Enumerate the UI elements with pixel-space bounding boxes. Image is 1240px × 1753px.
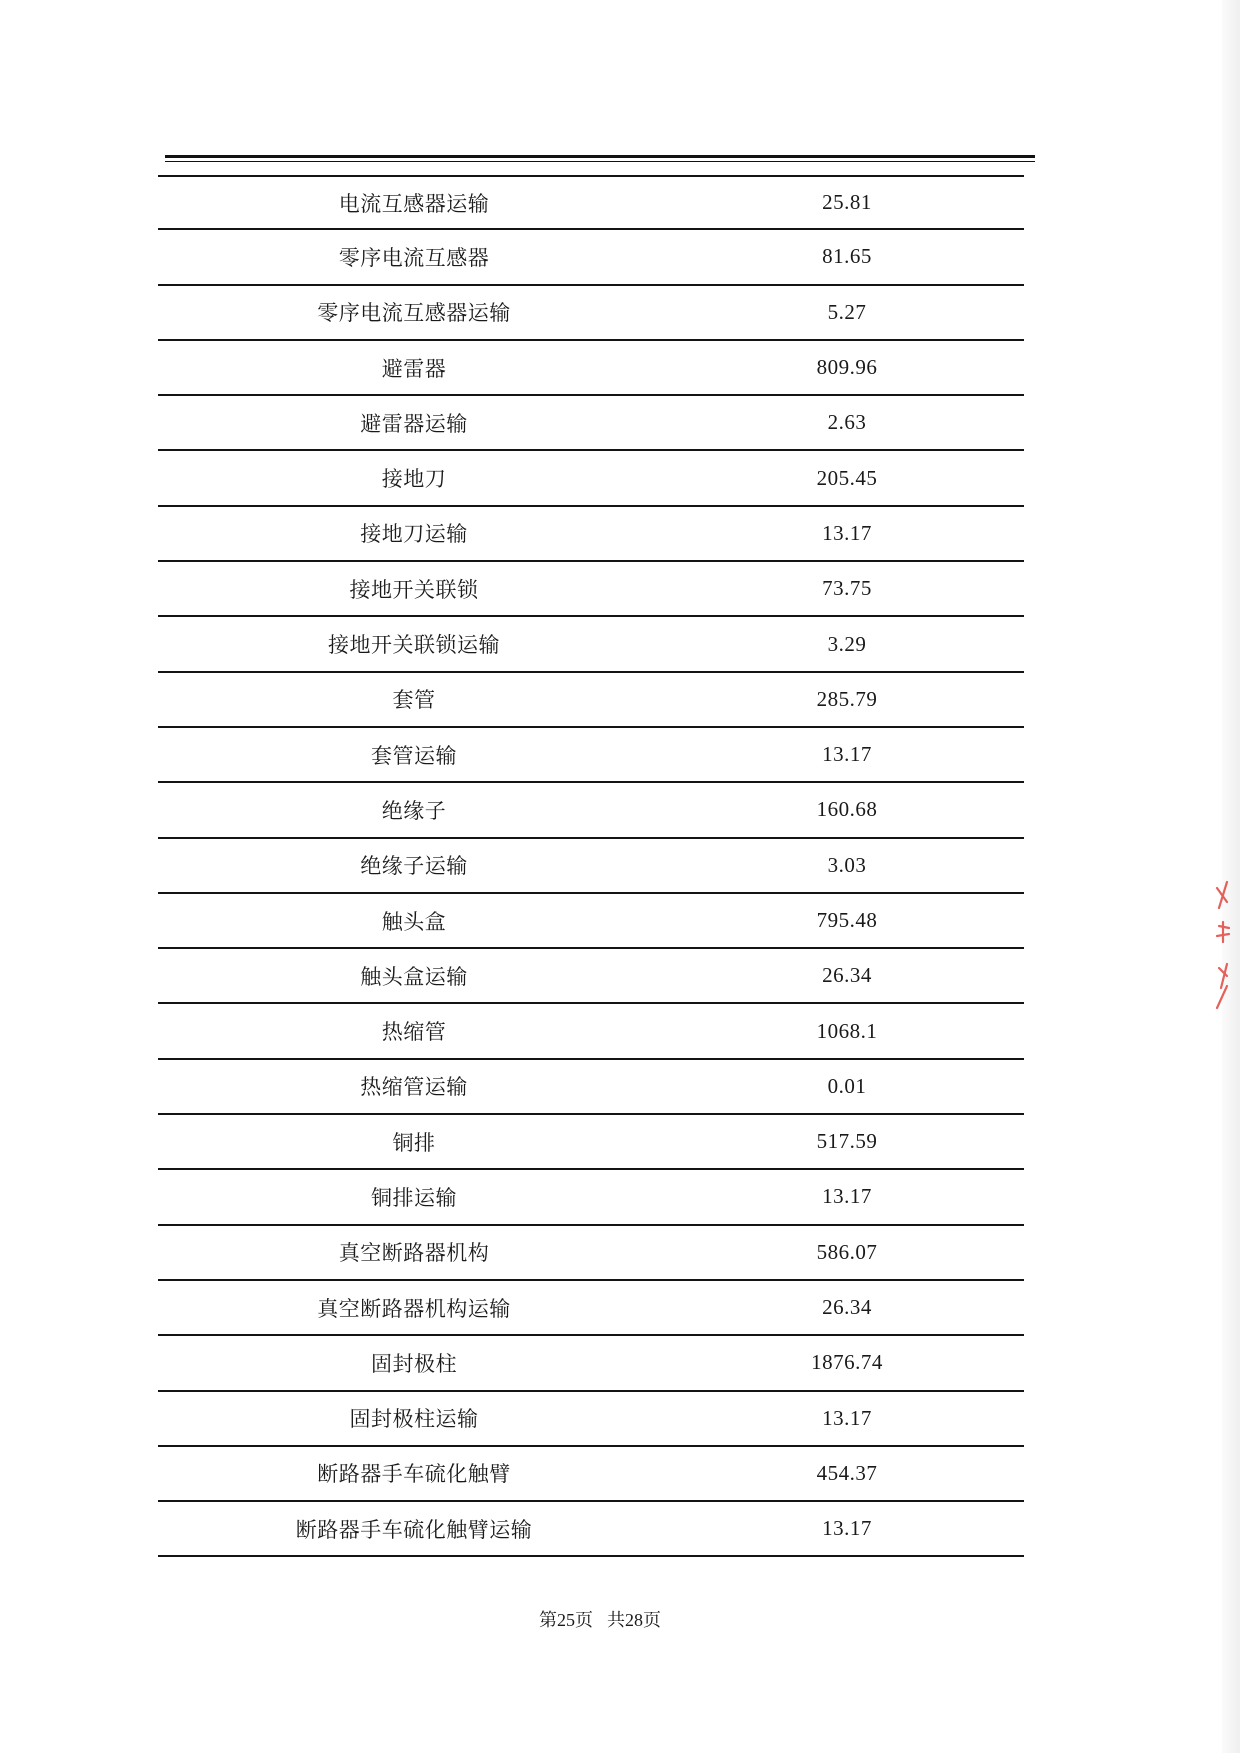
- table-row: [158, 341, 1024, 396]
- item-value-cell: 13.17: [822, 1516, 872, 1541]
- table-row: [158, 783, 1024, 838]
- item-value-cell: 1876.74: [811, 1350, 883, 1375]
- table-row: [158, 562, 1024, 617]
- page-number: 第25页: [539, 1610, 593, 1630]
- item-name-cell: 触头盒运输: [360, 964, 468, 989]
- page-footer: [0, 1606, 1200, 1632]
- item-value-cell: 517.59: [816, 1129, 878, 1154]
- item-value-cell: 13.17: [822, 520, 872, 545]
- item-value-cell: 1068.1: [816, 1018, 878, 1043]
- table-row: [158, 286, 1024, 341]
- table-row: [158, 949, 1024, 1004]
- item-value-cell: 795.48: [816, 908, 878, 932]
- cost-table: [158, 175, 1024, 1557]
- item-name-cell: 套管: [392, 688, 436, 713]
- item-name-cell: 零序电流互感器运输: [317, 301, 511, 326]
- item-name-cell: 接地开关联锁运输: [328, 633, 500, 658]
- item-name-cell: 热缩管: [381, 1020, 447, 1045]
- table-row: [158, 1392, 1024, 1447]
- item-value-cell: 5.27: [827, 299, 867, 324]
- item-value-cell: 26.34: [822, 963, 872, 988]
- item-value-cell: 285.79: [816, 686, 878, 711]
- table-row: [158, 839, 1024, 894]
- table-row: [158, 396, 1024, 451]
- table-row: [158, 894, 1024, 949]
- item-name-cell: 热缩管运输: [360, 1075, 468, 1100]
- item-value-cell: 25.81: [822, 190, 872, 215]
- item-value-cell: 2.63: [827, 410, 867, 435]
- item-name-cell: 避雷器运输: [360, 411, 468, 436]
- red-seal-stamp-fragment: [1213, 868, 1240, 1018]
- table-row: [158, 617, 1024, 672]
- item-name-cell: 电流互感器运输: [338, 191, 490, 216]
- header-double-rule: [165, 155, 1035, 164]
- item-value-cell: 81.65: [822, 244, 872, 269]
- table-row: [158, 1004, 1024, 1059]
- page-total: 共28页: [607, 1610, 661, 1630]
- item-value-cell: 0.01: [827, 1073, 867, 1098]
- item-value-cell: 454.37: [816, 1460, 878, 1485]
- item-name-cell: 零序电流互感器: [338, 245, 490, 270]
- header-rule-thick: [165, 155, 1035, 158]
- item-name-cell: 断路器手车硫化触臂运输: [295, 1517, 533, 1542]
- item-name-cell: 触头盒: [381, 909, 447, 934]
- item-name-cell: 真空断路器机构运输: [317, 1296, 511, 1321]
- item-value-cell: 160.68: [816, 797, 878, 822]
- table-row: [158, 175, 1024, 230]
- item-name-cell: 绝缘子: [381, 798, 447, 823]
- item-value-cell: 3.03: [827, 852, 867, 877]
- table-row: [158, 1281, 1024, 1336]
- header-rule-thin: [165, 161, 1035, 162]
- table-row: [158, 1502, 1024, 1557]
- table-row: [158, 451, 1024, 506]
- item-name-cell: 接地开关联锁: [349, 577, 479, 602]
- item-name-cell: 固封极柱: [371, 1351, 457, 1376]
- item-value-cell: 26.34: [822, 1295, 872, 1320]
- item-name-cell: 接地刀运输: [360, 522, 468, 547]
- item-value-cell: 13.17: [822, 742, 872, 767]
- item-name-cell: 避雷器: [381, 356, 447, 381]
- table-row: [158, 1115, 1024, 1170]
- item-name-cell: 断路器手车硫化触臂: [317, 1462, 511, 1487]
- table-row: [158, 1336, 1024, 1391]
- item-name-cell: 接地刀: [381, 467, 447, 492]
- table-row: [158, 1447, 1024, 1502]
- item-name-cell: 固封极柱运输: [349, 1407, 479, 1432]
- table-row: [158, 1170, 1024, 1225]
- item-value-cell: 586.07: [816, 1239, 878, 1264]
- table-row: [158, 230, 1024, 285]
- item-name-cell: 真空断路器机构: [338, 1241, 490, 1266]
- item-value-cell: 13.17: [822, 1405, 872, 1430]
- table-row: [158, 673, 1024, 728]
- item-name-cell: 铜排运输: [371, 1185, 457, 1210]
- item-value-cell: 809.96: [816, 355, 878, 380]
- item-name-cell: 铜排: [392, 1130, 436, 1155]
- item-value-cell: 13.17: [822, 1184, 872, 1209]
- table-row: [158, 1060, 1024, 1115]
- item-value-cell: 205.45: [816, 465, 878, 490]
- item-value-cell: 73.75: [822, 576, 872, 601]
- item-value-cell: 3.29: [827, 631, 867, 656]
- table-row: [158, 1226, 1024, 1281]
- table-row: [158, 507, 1024, 562]
- table-row: [158, 728, 1024, 783]
- item-name-cell: 套管运输: [371, 743, 457, 768]
- item-name-cell: 绝缘子运输: [360, 854, 468, 879]
